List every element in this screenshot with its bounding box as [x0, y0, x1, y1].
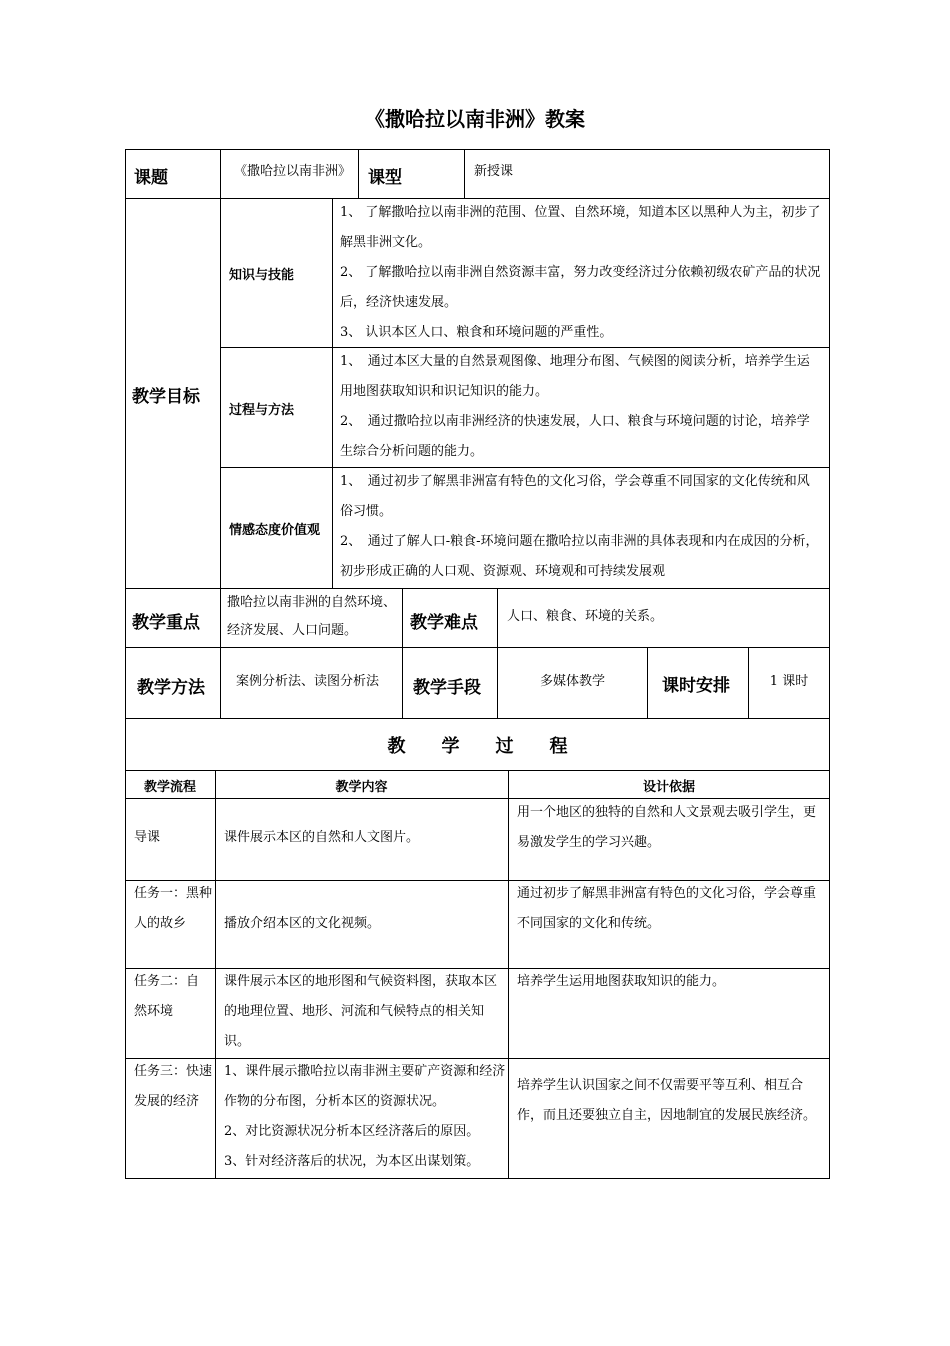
- col-divider: [402, 647, 403, 718]
- col-divider: [508, 770, 509, 1179]
- teaching-method-value: 案例分析法、读图分析法: [236, 674, 380, 689]
- objective-item: 1、 通过本区大量的自然景观图像、地理分布图、气候图的阅读分析，培养学生运用地图获取知识和识记知识的能力。: [340, 354, 810, 399]
- process-methods-label: 过程与方法: [229, 403, 295, 418]
- process-stage: 任务三：快速发展的经济: [134, 1064, 213, 1109]
- objectives-label: 教学目标: [132, 387, 200, 407]
- process-content-item: 1、课件展示撒哈拉以南非洲主要矿产资源和经济作物的分布图，分析本区的资源状况。: [224, 1064, 506, 1109]
- col-divider: [220, 198, 221, 588]
- knowledge-skills-content: [340, 198, 822, 348]
- col-divider: [647, 647, 648, 718]
- col-divider: [402, 588, 403, 647]
- row-divider: [125, 647, 830, 648]
- col-divider: [358, 149, 359, 199]
- process-content: [224, 1057, 506, 1177]
- col-divider: [464, 149, 465, 199]
- process-stage: 导课: [134, 830, 161, 845]
- emotion-values-content: [340, 467, 822, 587]
- lesson-type-label: 课型: [368, 168, 402, 188]
- process-basis: 培养学生认识国家之间不仅需要平等互利、相互合作，而且还要独立自主，因地制宜的发展民族经济。: [517, 1078, 817, 1123]
- col-divider: [220, 588, 221, 647]
- process-section-title: 教 学 过 程: [387, 736, 568, 757]
- key-points-label: 教学重点: [132, 613, 200, 633]
- process-basis: 通过初步了解黑非洲富有特色的文化习俗，学会尊重不同国家的文化和传统。: [517, 886, 817, 931]
- class-hours-value: 1 课时: [769, 674, 809, 689]
- lesson-type-value: 新授课: [474, 164, 514, 179]
- column-header-basis: 设计依据: [642, 780, 695, 795]
- col-divider: [220, 647, 221, 718]
- col-divider: [215, 770, 216, 1179]
- process-basis: 培养学生运用地图获取知识的能力。: [517, 974, 726, 989]
- col-divider: [220, 149, 221, 199]
- difficult-points-value: 人口、粮食、环境的关系。: [507, 609, 664, 624]
- objective-item: 1、 了解撒哈拉以南非洲的范围、位置、自然环境，知道本区以黑种人为主，初步了解黑非洲文化。: [340, 205, 821, 250]
- process-content-item: 2、对比资源状况分析本区经济落后的原因。: [224, 1124, 480, 1139]
- process-content: 课件展示本区的自然和人文图片。: [224, 830, 420, 845]
- column-header-content: 教学内容: [335, 780, 388, 795]
- key-points-value: 撒哈拉以南非洲的自然环境、经济发展、人口问题。: [227, 595, 397, 638]
- objective-item: 2、 通过了解人口-粮食-环境问题在撒哈拉以南非洲的具体表现和内在成因的分析，初步形成正确的人口观、资源观、环境观和可持续发展观: [340, 534, 819, 579]
- objective-item: 1、 通过初步了解黑非洲富有特色的文化习俗，学会尊重不同国家的文化传统和风俗习惯。: [340, 474, 810, 519]
- teaching-means-label: 教学手段: [413, 678, 481, 698]
- page-title: 《撒哈拉以南非洲》教案: [365, 107, 585, 131]
- topic-value: 《撒哈拉以南非洲》: [234, 164, 352, 179]
- col-divider: [497, 588, 498, 647]
- objective-item: 3、 认识本区人口、粮食和环境问题的严重性。: [340, 325, 613, 340]
- col-divider: [332, 198, 333, 588]
- process-stage: 任务二：自然环境: [134, 974, 200, 1019]
- topic-label: 课题: [134, 168, 168, 188]
- process-content-item: 3、针对经济落后的状况，为本区出谋划策。: [224, 1154, 480, 1169]
- column-header-stage: 教学流程: [143, 780, 196, 795]
- row-divider: [125, 718, 830, 719]
- process-stage: 任务一：黑种人的故乡: [134, 886, 213, 931]
- knowledge-skills-label: 知识与技能: [229, 268, 295, 283]
- teaching-method-label: 教学方法: [137, 678, 205, 698]
- teaching-means-value: 多媒体教学: [539, 674, 605, 689]
- process-content: 课件展示本区的地形图和气候资料图，获取本区的地理位置、地形、河流和气候特点的相关知识。: [224, 974, 498, 1049]
- row-divider: [125, 770, 830, 771]
- class-hours-label: 课时安排: [662, 676, 730, 696]
- emotion-values-label: 情感态度价值观: [229, 523, 321, 538]
- process-basis: 用一个地区的独特的自然和人文景观去吸引学生，更易激发学生的学习兴趣。: [517, 805, 817, 850]
- difficult-points-label: 教学难点: [410, 613, 478, 633]
- objective-item: 2、 了解撒哈拉以南非洲自然资源丰富，努力改变经济过分依赖初级农矿产品的状况后，经济快速发展。: [340, 265, 821, 310]
- process-methods-content: [340, 347, 822, 467]
- objective-item: 2、 通过撒哈拉以南非洲经济的快速发展，人口、粮食与环境问题的讨论，培养学生综合分析问题的能力。: [340, 414, 810, 459]
- process-content: 播放介绍本区的文化视频。: [224, 916, 381, 931]
